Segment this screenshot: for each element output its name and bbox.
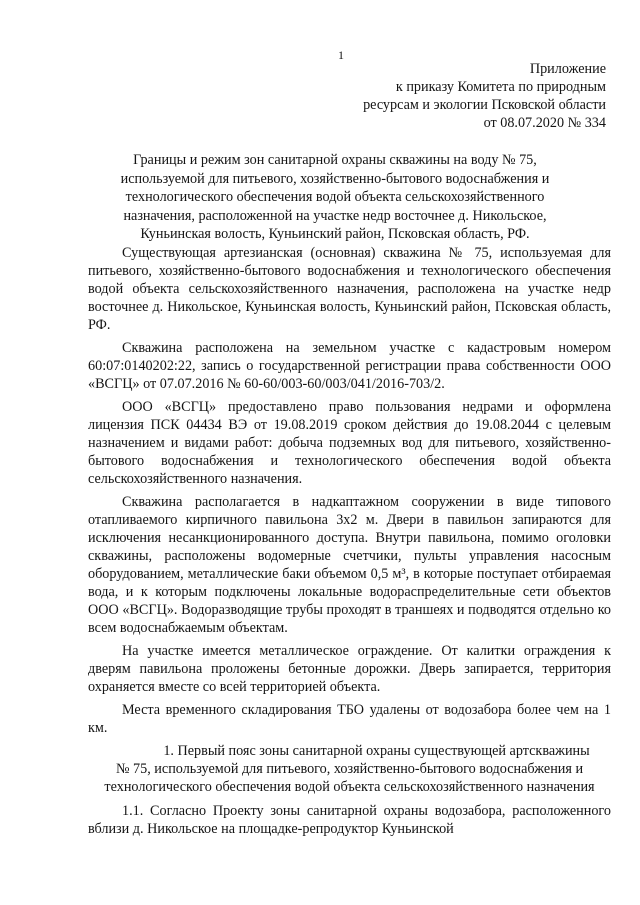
section-heading-line: 1. Первый пояс зоны санитарной охраны существующей артскважины [163,743,590,759]
appendix-line: ресурсам и экологии Псковской области [363,97,606,113]
document-body [88,244,611,843]
page-number: 1 [338,48,344,62]
appendix-header [363,60,606,132]
section-heading [88,742,611,796]
paragraph: На участке имеется металлическое ограждение. От калитки ограждения к дверям павильона проложены бетонные дорожки. Дверь запирается, территория охраняется вместе со всей территорией объекта. [88,643,611,695]
paragraph: Скважина располагается в надкаптажном сооружении в виде типового отапливаемого кирпичного павильона 3х2 м. Двери в павильон запираются для исключения несанкционированного доступа. Внутри павильона, помимо оголовки скважины, расположены водомерные счетчики, пульты управления насосным оборудованием, металлические баки объемом 0,5 м³, в которые поступает отбираемая вода, и к которым подключены локальные водораспределительные сети объектов ООО «ВСГЦ». Водоразводящие трубы проходят в траншеях и подводятся отдельно ко всем водоснабжаемым объектам. [88,494,611,636]
document-title: Границы и режим зон санитарной охраны скважины на воду № 75, используемой для питьевого, хозяйственно-бытового водоснабжения и технологического обеспечения водой объекта сельскохозяйственного назначения, расположенной на участке недр восточнее д. Никольское, Куньинская волость, Куньинский район, Псковская область, РФ. [120,152,550,242]
paragraph: Существующая артезианская (основная) скважина № 75, используемая для питьевого, хозяйственно-бытового водоснабжения и технологического обеспечения водой объекта сельскохозяйственного назначения, расположена на участке недр восточнее д. Никольское, Куньинская волость, Куньинский район, Псковская область, РФ. [88,245,611,333]
paragraph: Скважина расположена на земельном участке с кадастровым номером 60:07:0140202:22, запись о государственной регистрации права собственности ООО «ВСГЦ» от 07.07.2016 № 60-60/003-60/003/041/2016-703/2. [88,340,611,392]
appendix-line: к приказу Комитета по природным [395,79,606,95]
clause-paragraph: 1.1. Согласно Проекту зоны санитарной охраны водозабора, расположенного вблизи д. Никольское на площадке-репродуктор Куньинской [88,803,611,837]
paragraph: Места временного складирования ТБО удалены от водозабора более чем на 1 км. [88,702,611,736]
appendix-line: Приложение [529,61,606,77]
section-heading-text: № 75, используемой для питьевого, хозяйственно-бытового водоснабжения и технологического обеспечения водой объекта сельскохозяйственного назначения [104,761,595,795]
paragraph: ООО «ВСГЦ» предоставлено право пользования недрами и оформлена лицензия ПСК 04434 ВЭ от 19.08.2019 сроком действия до 19.08.2044 с целевым назначением и видами работ: добыча подземных вод для питьевого, хозяйственно-бытового водоснабжения и технологического обеспечения водой объекта сельскохозяйственного назначения. [88,399,611,487]
appendix-line: от 08.07.2020 № 334 [483,115,606,131]
